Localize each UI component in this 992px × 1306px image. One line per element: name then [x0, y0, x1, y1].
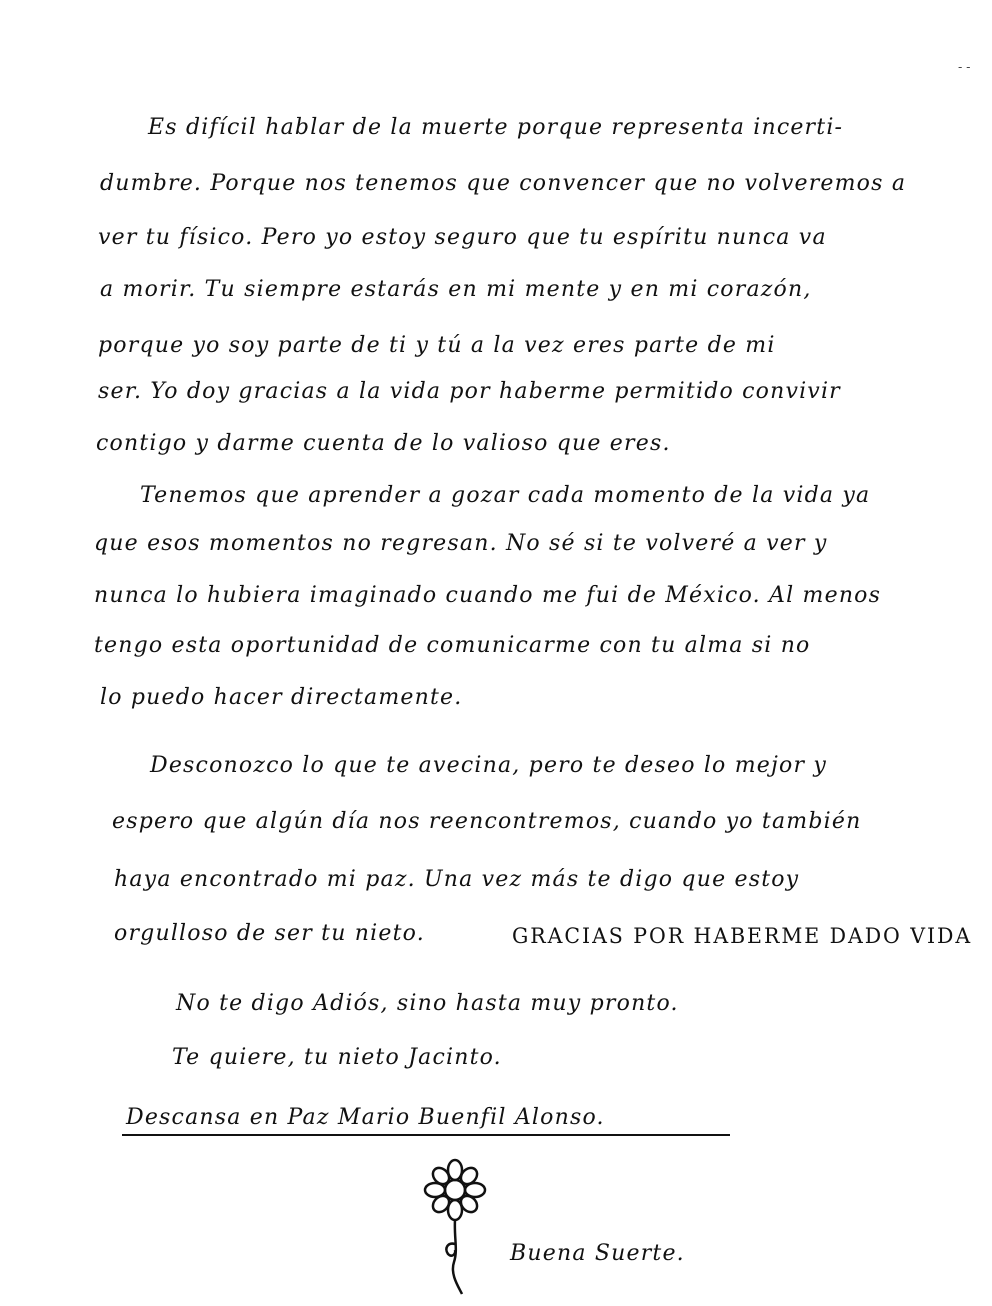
letter-line: ver tu físico. Pero yo estoy seguro que tu espíritu nunca va: [98, 225, 827, 250]
good-luck-note: Buena Suerte.: [510, 1241, 685, 1266]
rest-in-peace-line: Descansa en Paz Mario Buenfil Alonso.: [126, 1105, 605, 1130]
letter-line: Desconozco lo que te avecina, pero te deseo lo mejor y: [150, 753, 827, 778]
flower-icon: [410, 1158, 500, 1306]
letter-line: ser. Yo doy gracias a la vida por haberme permitido convivir: [98, 379, 841, 404]
letter-line: Tenemos que aprender a gozar cada momento de la vida ya: [140, 483, 871, 508]
letter-line: porque yo soy parte de ti y tú a la vez eres parte de mi: [98, 333, 776, 358]
rest-line-underline: [122, 1134, 730, 1136]
letter-line: Es difícil hablar de la muerte porque representa incerti-: [148, 115, 844, 140]
gratitude-line: GRACIAS POR HABERME DADO VIDA: [512, 924, 973, 948]
letter-line: a morir. Tu siempre estarás en mi mente y en mi corazón,: [100, 277, 812, 302]
letter-line: orgulloso de ser tu nieto.: [114, 921, 425, 946]
farewell-line: No te digo Adiós, sino hasta muy pronto.: [176, 991, 679, 1016]
letter-line: tengo esta oportunidad de comunicarme con tu alma si no: [94, 633, 811, 658]
letter-line: lo puedo hacer directamente.: [100, 685, 463, 710]
letter-line: dumbre. Porque nos tenemos que convencer que no volveremos a: [100, 171, 907, 196]
signature-line: Te quiere, tu nieto Jacinto.: [172, 1045, 502, 1070]
letter-line: espero que algún día nos reencontremos, cuando yo también: [112, 809, 862, 834]
letter-line: que esos momentos no regresan. No sé si te volveré a ver y: [94, 531, 828, 556]
letter-line: contigo y darme cuenta de lo valioso que eres.: [96, 431, 671, 456]
letter-line: nunca lo hubiera imaginado cuando me fui de México. Al menos: [94, 583, 882, 608]
letter-line: haya encontrado mi paz. Una vez más te digo que estoy: [114, 867, 800, 892]
corner-mark: - -: [958, 60, 971, 74]
